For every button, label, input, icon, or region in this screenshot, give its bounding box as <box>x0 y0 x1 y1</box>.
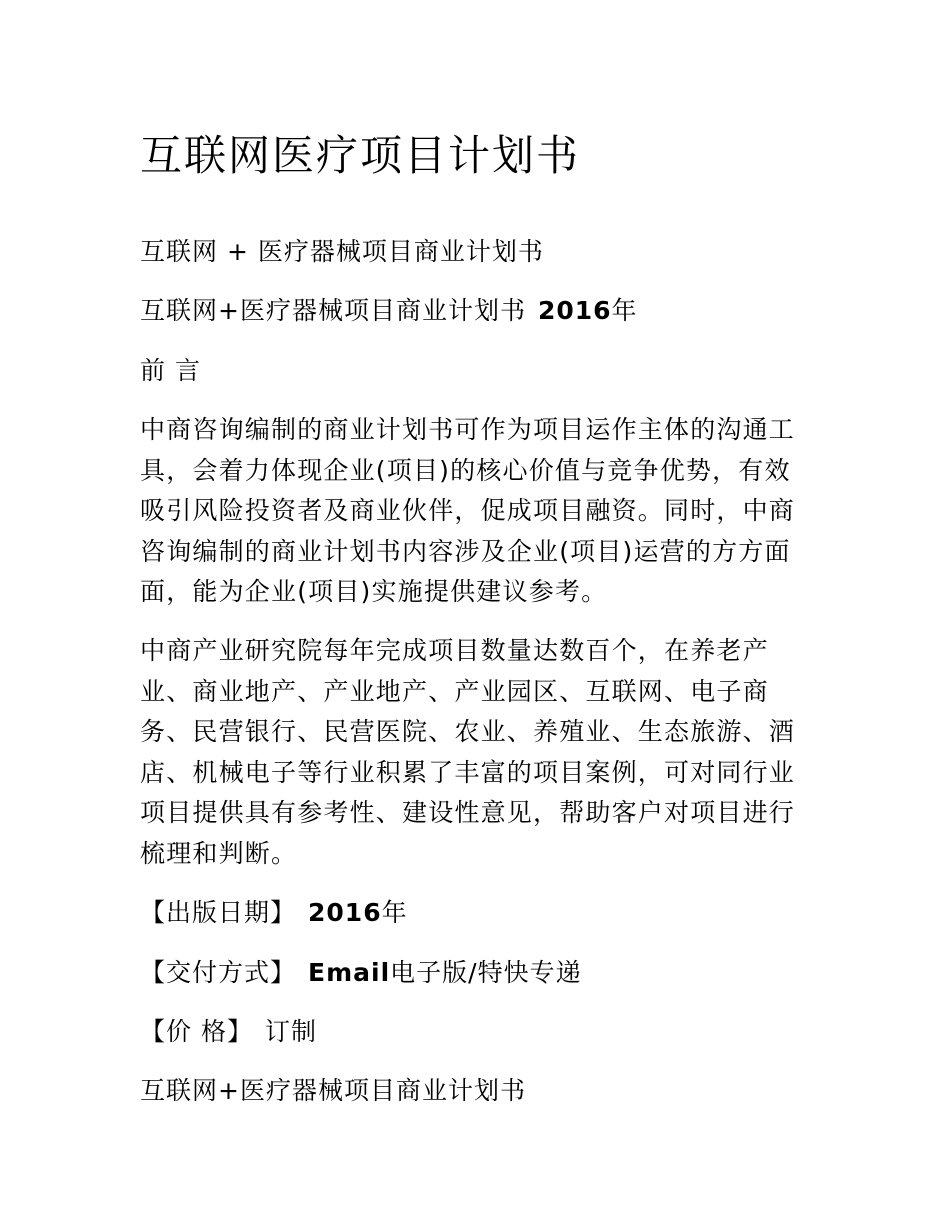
subtitle-year-suffix: 年 <box>611 296 638 325</box>
paragraph-intro: 中商咨询编制的商业计划书可作为项目运作主体的沟通工具，会着力体现企业(项目)的核心价值与竞争优势，有效吸引风险投资者及商业伙伴，促成项目融资。同时，中商咨询编制的商业计划书内容涉及企业(项目)运营的方方面面，能为企业(项目)实施提供建议参考。 <box>140 415 796 607</box>
price-value: 订制 <box>264 1017 317 1046</box>
paragraph-experience: 中商产业研究院每年完成项目数量达数百个，在养老产业、商业地产、产业地产、产业园区、互联网、电子商务、民营银行、民营医院、农业、养殖业、生态旅游、酒店、机械电子等行业积累了丰富的项目案例，可对同行业项目提供具有参考性、建设性意见，帮助客户对项目进行梳理和判断。 <box>140 636 796 868</box>
subtitle-year-line <box>140 291 638 331</box>
price-line <box>140 1012 317 1052</box>
preface-heading: 前 言 <box>140 356 201 385</box>
footer-line: 互联网+医疗器械项目商业计划书 <box>140 1076 526 1105</box>
delivery-value-rest: 电子版/特快专递 <box>390 958 582 987</box>
publish-date-line <box>140 893 408 933</box>
delivery-line <box>140 953 582 993</box>
publish-date-label: 【出版日期】 <box>140 898 297 927</box>
price-label: 【价 格】 <box>140 1017 253 1046</box>
publish-date-suffix: 年 <box>381 898 408 927</box>
publish-date-value: 2016 <box>308 898 382 927</box>
document-title: 互联网医疗项目计划书 <box>140 131 581 180</box>
subtitle-line: 互联网 + 医疗器械项目商业计划书 <box>140 237 544 266</box>
delivery-value-email: Email <box>308 958 391 987</box>
subtitle-year-prefix: 互联网+医疗器械项目商业计划书 <box>140 296 526 325</box>
subtitle-year-value: 2016 <box>537 296 612 325</box>
delivery-label: 【交付方式】 <box>140 958 297 987</box>
